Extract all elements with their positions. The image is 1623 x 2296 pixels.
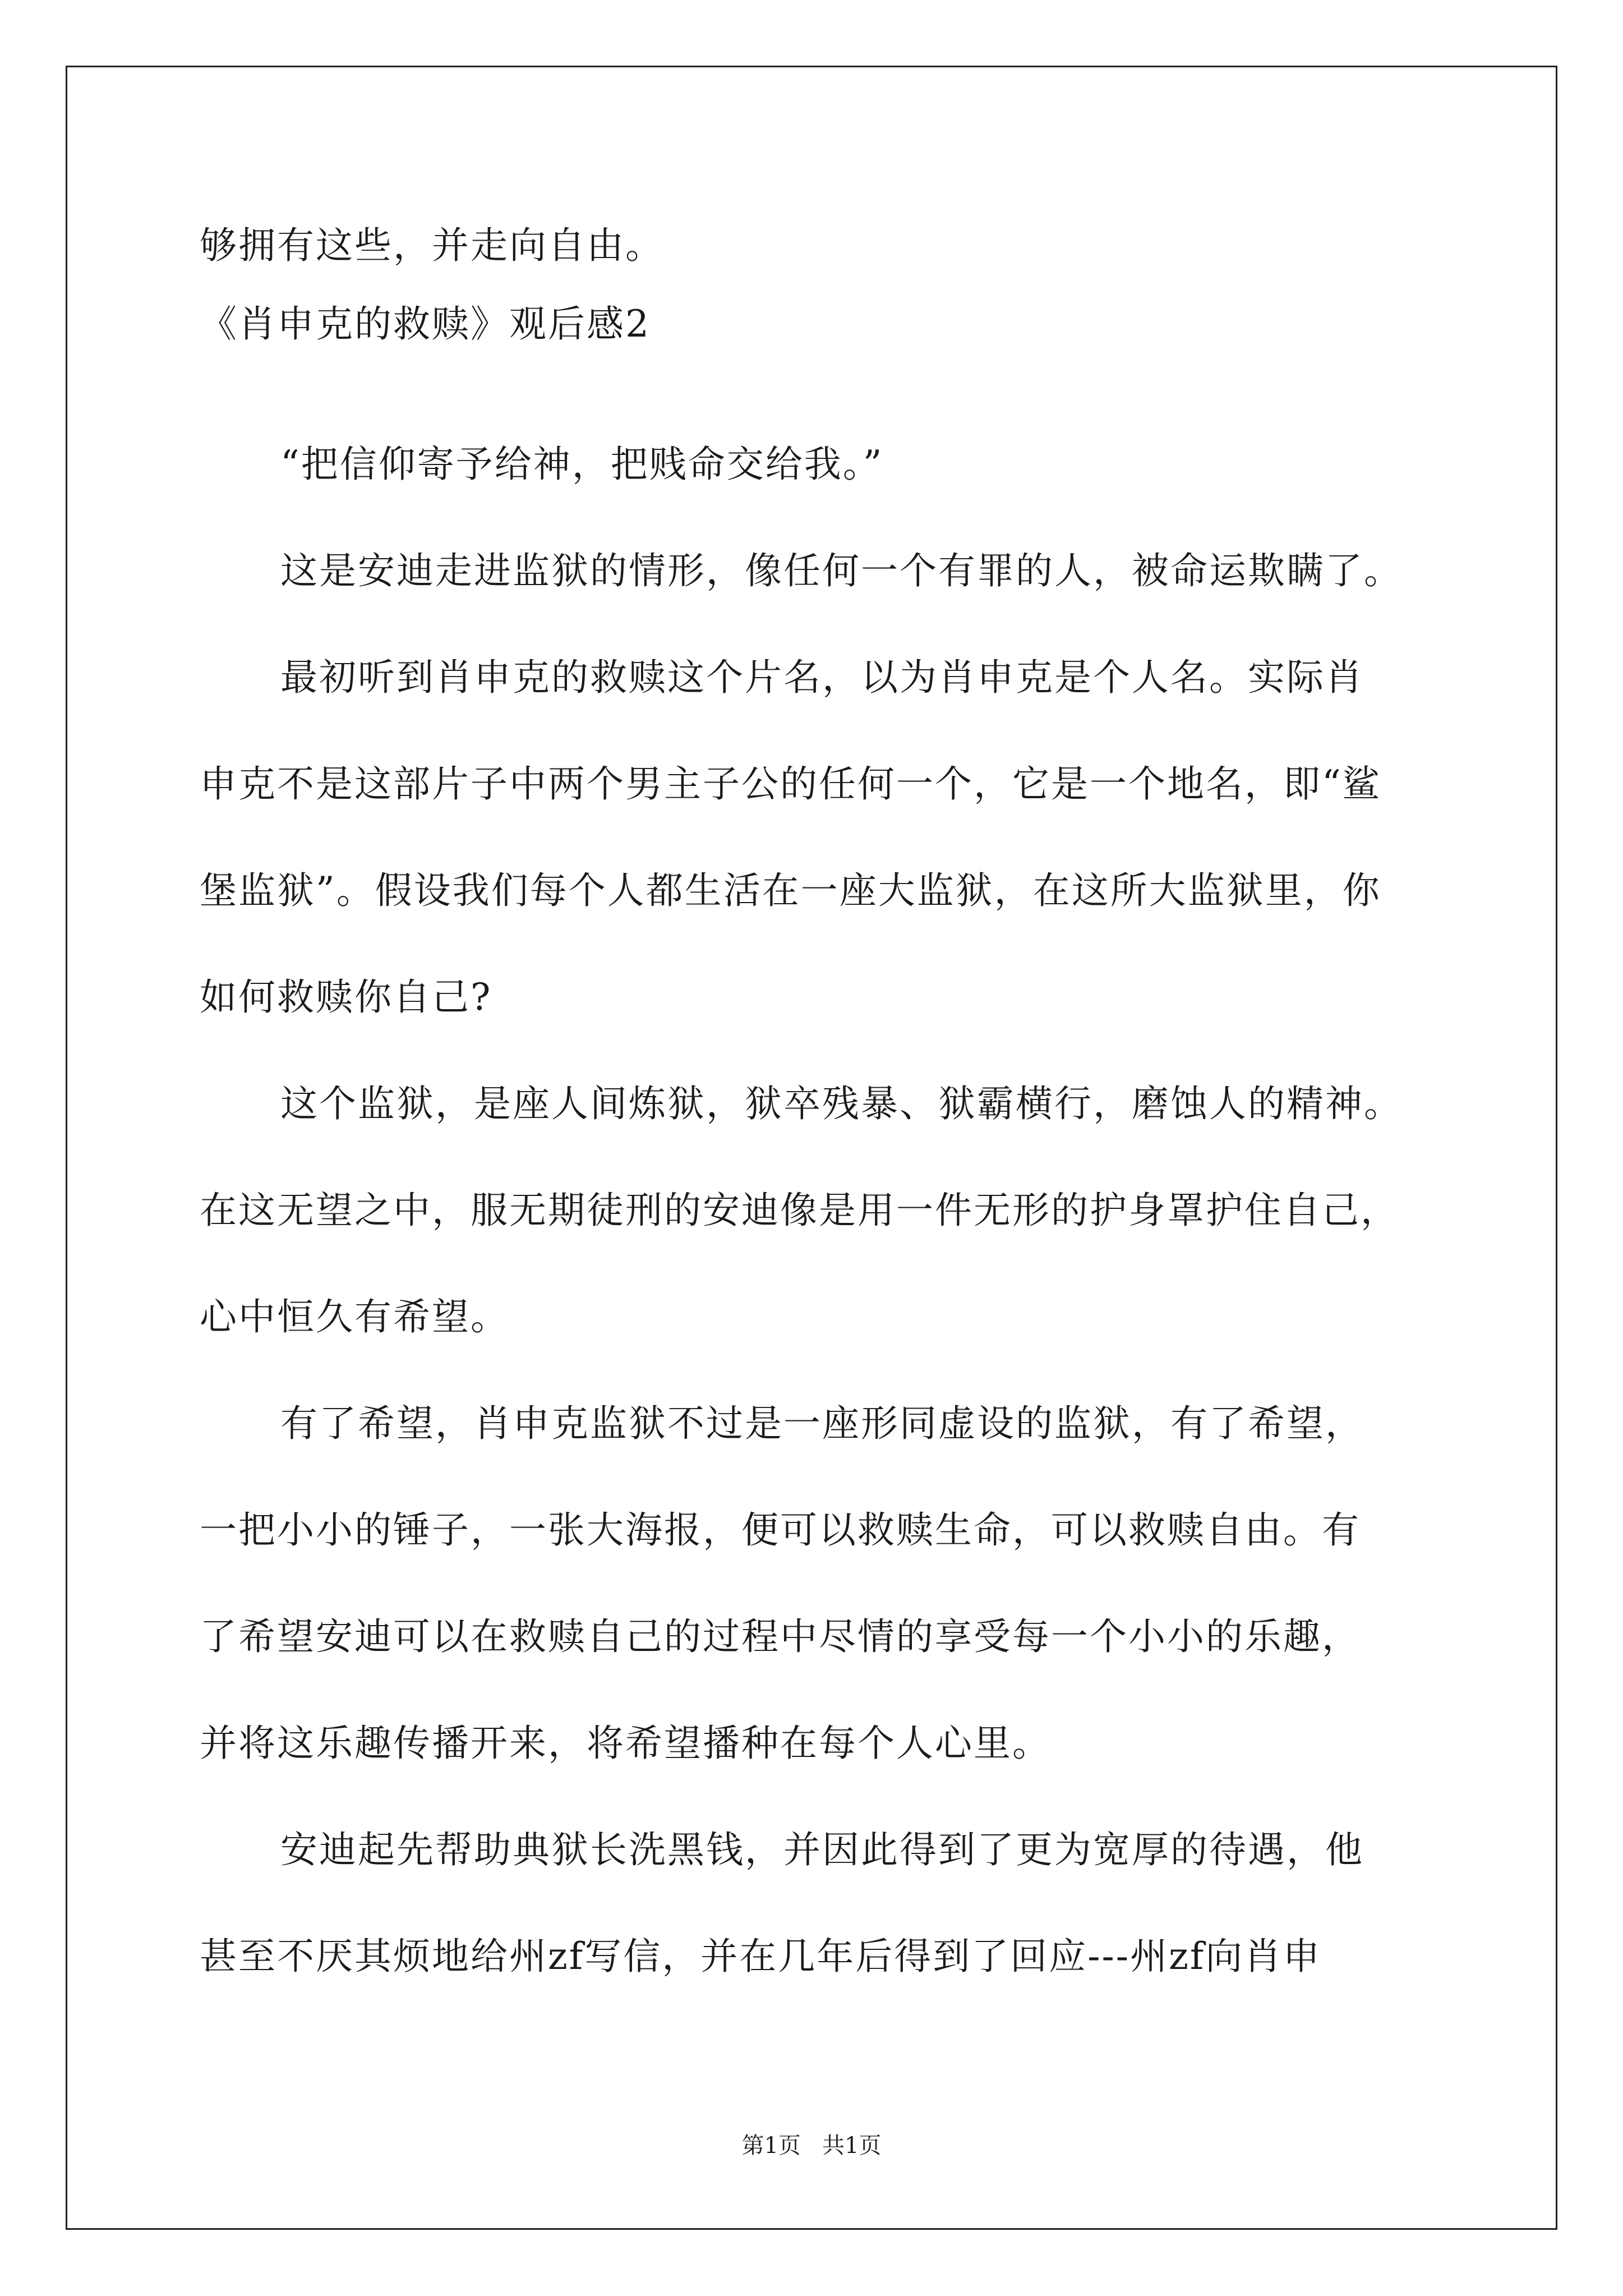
text-line-12: 有了希望，肖申克监狱不过是一座形同虚设的监狱，有了希望， <box>280 1402 1364 1445</box>
page-border <box>66 66 1557 2230</box>
section-heading: 《肖申克的救赎》观后感2 <box>200 302 651 346</box>
text-line-13: 一把小小的锤子，一张大海报，便可以救赎生命，可以救赎自由。有 <box>200 1508 1361 1552</box>
text-line-9: 这个监狱，是座人间炼狱，狱卒残暴、狱霸横行，磨蚀人的精神。 <box>280 1082 1403 1125</box>
text-line-6: 申克不是这部片子中两个男主子公的任何一个，它是一个地名，即“鲨 <box>200 762 1381 806</box>
text-line-5: 最初听到肖申克的救赎这个片名，以为肖申克是个人名。实际肖 <box>280 656 1364 699</box>
quote-line: “把信仰寄予给神，把贱命交给我。” <box>280 443 884 486</box>
text-line-4: 这是安迪走进监狱的情形，像任何一个有罪的人，被命运欺瞒了。 <box>280 549 1403 592</box>
text-line-11: 心中恒久有希望。 <box>200 1295 509 1338</box>
text-line-1: 够拥有这些，并走向自由。 <box>200 224 664 267</box>
text-line-16: 安迪起先帮助典狱长洗黑钱，并因此得到了更为宽厚的待遇，他 <box>280 1828 1364 1871</box>
text-line-15: 并将这乐趣传播开来，将希望播种在每个人心里。 <box>200 1722 1051 1765</box>
text-line-17: 甚至不厌其烦地给州zf写信，并在几年后得到了回应---州zf向肖申 <box>200 1935 1322 1978</box>
text-line-8: 如何救赎你自己? <box>200 976 492 1019</box>
page-number-footer: 第1页 共1页 <box>741 2133 882 2159</box>
text-line-7: 堡监狱”。假设我们每个人都生活在一座大监狱，在这所大监狱里，你 <box>200 869 1381 912</box>
text-line-10: 在这无望之中，服无期徒刑的安迪像是用一件无形的护身罩护住自己， <box>200 1189 1399 1232</box>
text-line-14: 了希望安迪可以在救赎自己的过程中尽情的享受每一个小小的乐趣， <box>200 1615 1361 1658</box>
